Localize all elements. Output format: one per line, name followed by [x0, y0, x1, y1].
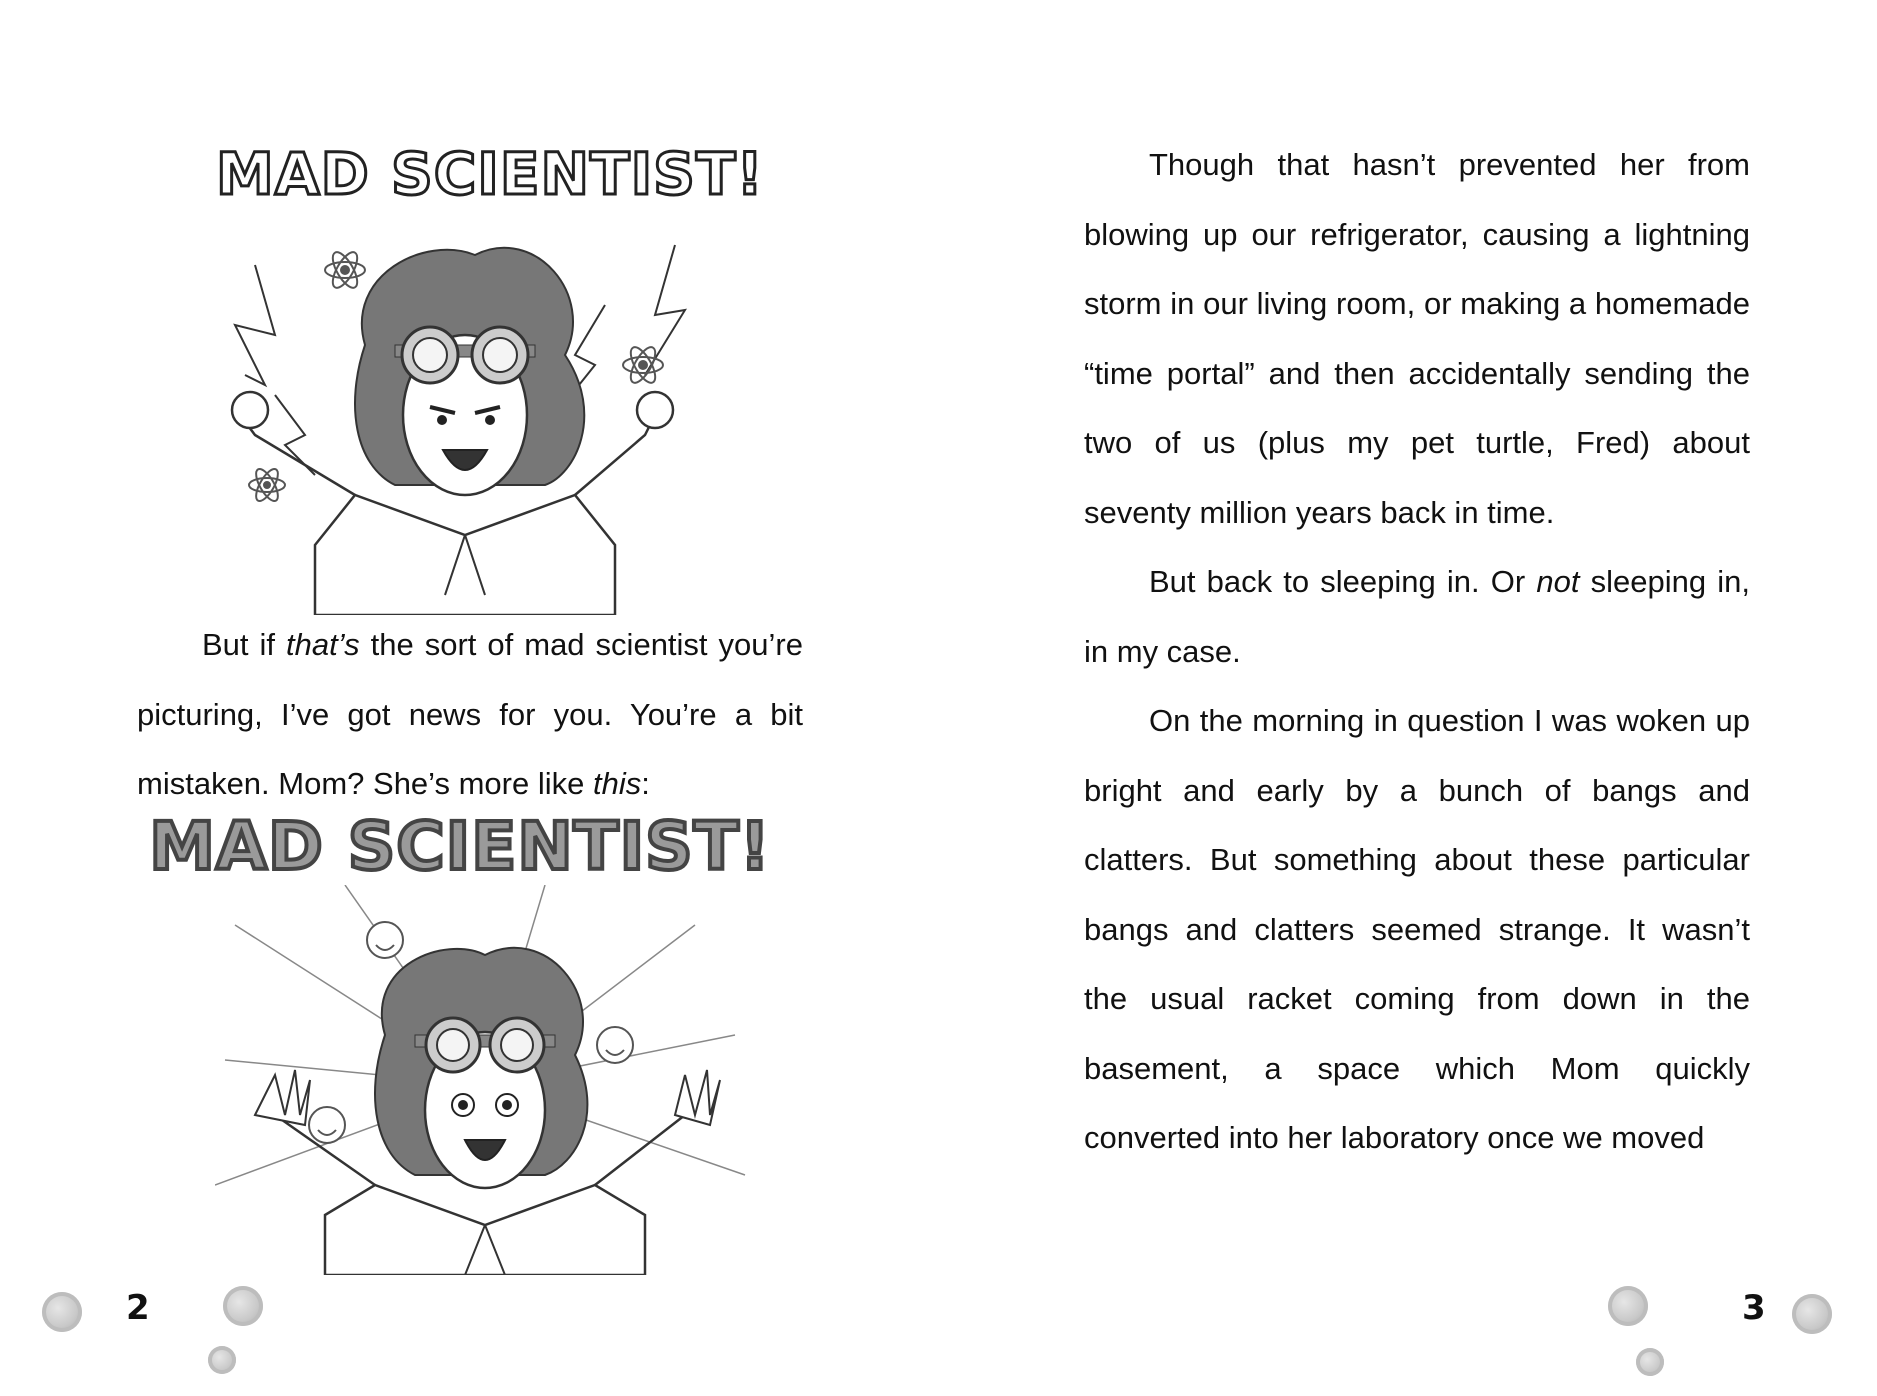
emphasis-text: not: [1536, 564, 1580, 599]
text-run: the sort of mad scientist you’re picturing, I’ve got news for you. You’re a bit mistaken. Mom? She’s more like: [137, 627, 803, 801]
text-run: sleeping in, in my case.: [1084, 564, 1750, 669]
paragraph: [1084, 547, 1750, 686]
bubble-decoration-icon: [42, 1292, 82, 1332]
right-page-body: [1084, 130, 1750, 1173]
emphasis-text: that’s: [286, 627, 360, 662]
text-run: :: [641, 766, 650, 801]
paragraph: Though that hasn’t prevented her from blowing up our refrigerator, causing a lightning storm in our living room, or making a homemade “time portal” and then accidentally sending the two of us (plus my pet turtle, Fred) about seventy million years back in time.: [1084, 147, 1750, 530]
bubble-decoration-icon: [1608, 1286, 1648, 1326]
paragraph: On the morning in question I was woken up bright and early by a bunch of bangs and clatters. But something about these particular bangs and clatters seemed strange. It wasn’t the usual racket coming from down in the basement, a space which Mom quickly converted into her laboratory once we moved: [1084, 703, 1750, 1155]
left-page-body: [137, 610, 803, 819]
illustration-title-angry: MAD SCIENTIST!: [216, 140, 764, 208]
happy-mad-scientist-illustration: [215, 885, 755, 1275]
page-number: 2: [126, 1288, 150, 1328]
left-page: [0, 0, 938, 1396]
bubble-decoration-icon: [1636, 1348, 1664, 1376]
angry-mad-scientist-illustration: [215, 215, 715, 615]
illustration-title-happy: MAD SCIENTIST!: [149, 808, 771, 885]
emphasis-text: this: [592, 766, 642, 801]
bubble-decoration-icon: [223, 1286, 263, 1326]
text-run: But back to sleeping in. Or: [1149, 564, 1537, 599]
paragraph: [137, 610, 803, 819]
bubble-decoration-icon: [1792, 1294, 1832, 1334]
page-number: 3: [1742, 1288, 1766, 1328]
right-page: [938, 0, 1877, 1396]
text-run: But if: [202, 627, 287, 662]
bubble-decoration-icon: [208, 1346, 236, 1374]
